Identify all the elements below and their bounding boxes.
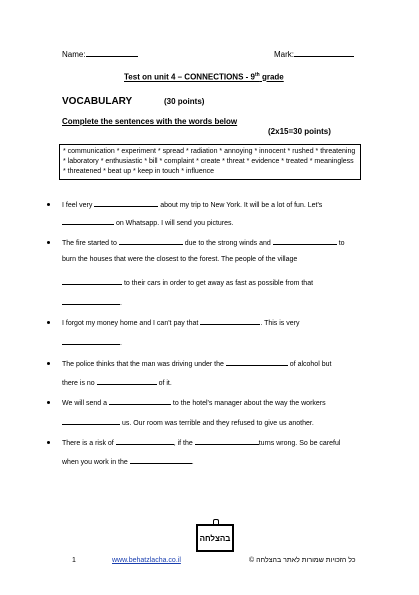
- page-number: 1: [72, 557, 76, 564]
- scoring: (2x15=30 points): [268, 127, 331, 136]
- test-title: Test on unit 4 – CONNECTIONS - 9th grade: [124, 72, 284, 82]
- brand-logo: [196, 524, 234, 552]
- copyright-notice: כל הזכויות שמורות לאתר בהצלחה ©: [249, 557, 356, 564]
- section-points: (30 points): [164, 97, 205, 106]
- bullet-5: [47, 401, 50, 404]
- logo-text: בהצלחה: [199, 533, 231, 543]
- blank-6[interactable]: [62, 296, 120, 305]
- name-blank[interactable]: [86, 48, 138, 57]
- sentence-6-line-2: when you work in the .: [62, 455, 194, 466]
- bullet-6: [47, 441, 50, 444]
- sentence-6-line-1: There is a risk of , if the turns wrong. So be careful: [62, 436, 340, 447]
- blank-5[interactable]: [62, 276, 122, 285]
- blank-2[interactable]: [62, 216, 114, 225]
- mark-blank[interactable]: [294, 48, 354, 57]
- bullet-1: [47, 203, 50, 206]
- sentence-2-line-3: to their cars in order to get away as fast as possible from that: [62, 276, 313, 287]
- bullet-2: [47, 241, 50, 244]
- bullet-3: [47, 321, 50, 324]
- sentence-2-line-4: .: [62, 296, 122, 307]
- sentence-5-line-1: We will send a to the hotel's manager about the way the workers: [62, 396, 326, 407]
- blank-14[interactable]: [195, 436, 259, 445]
- mark-label: Mark:: [274, 50, 294, 59]
- blank-11[interactable]: [109, 396, 171, 405]
- bullet-4: [47, 362, 50, 365]
- blank-13[interactable]: [116, 436, 174, 445]
- name-label: Name:: [62, 50, 86, 59]
- word-bank: * communication * experiment * spread * radiation * annoying * innocent * rushed * threatening * laboratory * enthusiastic * bill * complaint * create * threat * evidence * treated * meaningless * threatened * beat up * keep in touch * influence: [59, 144, 361, 180]
- sentence-5-line-2: us. Our room was terrible and they refused to give us another.: [62, 416, 314, 427]
- sentence-4-line-2: there is no of it.: [62, 376, 172, 387]
- blank-8[interactable]: [62, 336, 120, 345]
- blank-3[interactable]: [119, 236, 183, 245]
- blank-12[interactable]: [62, 416, 120, 425]
- mark-field[interactable]: [274, 48, 354, 59]
- name-field[interactable]: [62, 48, 138, 59]
- blank-9[interactable]: [226, 357, 288, 366]
- section-heading: VOCABULARY: [62, 96, 133, 107]
- blank-7[interactable]: [200, 316, 260, 325]
- blank-1[interactable]: [94, 198, 158, 207]
- blank-10[interactable]: [97, 376, 157, 385]
- sentence-4-line-1: The police thinks that the man was driving under the of alcohol but: [62, 357, 331, 368]
- sentence-2-line-1: The fire started to due to the strong winds and to: [62, 236, 345, 247]
- sentence-3-line-2: .: [62, 336, 122, 347]
- sentence-3-line-1: I forgot my money home and I can't pay that . This is very: [62, 316, 299, 327]
- sentence-1-line-2: on Whatsapp. I will send you pictures.: [62, 216, 233, 227]
- blank-15[interactable]: [130, 455, 192, 464]
- instruction: Complete the sentences with the words below: [62, 117, 238, 126]
- blank-4[interactable]: [273, 236, 337, 245]
- sentence-2-line-2: burn the houses that were the closest to the forest. The people of the village: [62, 256, 298, 263]
- sentence-1-line-1: I feel very about my trip to New York. It will be a lot of fun. Let's: [62, 198, 322, 209]
- site-link[interactable]: www.behatzlacha.co.il: [112, 557, 181, 564]
